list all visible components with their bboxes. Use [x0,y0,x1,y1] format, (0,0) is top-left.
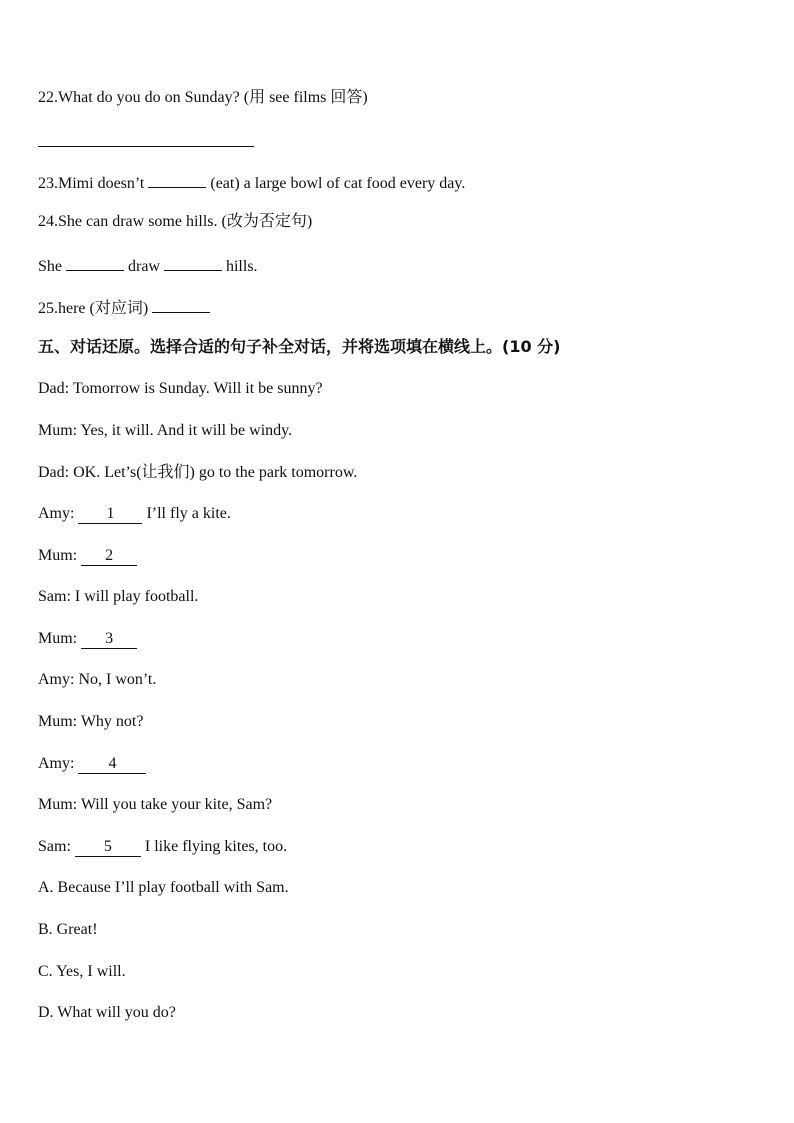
answer-blank-4[interactable]: 4 [78,755,146,774]
dialogue-line-2-text: Mum: Yes, it will. And it will be windy. [38,422,293,439]
question-25-blank[interactable] [152,296,210,313]
dialogue-line-8-text: Amy: No, I won’t. [38,671,157,688]
dialogue-line-1-text: Dad: Tomorrow is Sunday. Will it be sunny? [38,380,323,397]
dialogue-line-9 [38,712,143,732]
dialogue-line-12-text: I like flying kites, too. [140,838,288,855]
dialogue-line-11 [38,795,272,815]
dialogue-line-11-text: Mum: Will you take your kite, Sam? [38,796,273,813]
question-23-blank[interactable] [148,171,206,188]
option-d-text: D. What will you do? [38,1004,176,1021]
dialogue-line-2 [38,421,292,441]
dialogue-line-8 [38,670,156,690]
question-24-answer [38,254,258,277]
dialogue-line-4-text: I’ll fly a kite. [142,505,231,522]
question-23 [38,171,465,194]
question-23-after: (eat) a large bowl of cat food every day. [206,175,466,192]
dialogue-line-6 [38,587,198,607]
dialogue-line-5 [38,546,137,566]
option-a [38,878,289,898]
question-22-text: 22.What do you do on Sunday? (用 see films 回答) [38,89,368,106]
answer-blank-3[interactable]: 3 [81,630,137,649]
dialogue-line-3-text: Dad: OK. Let’s(让我们) go to the park tomorrow. [38,464,358,481]
question-24 [38,212,312,232]
dialogue-speaker: Mum: [38,547,82,564]
option-a-text: A. Because I’ll play football with Sam. [38,879,289,896]
dialogue-line-6-text: Sam: I will play football. [38,588,199,605]
dialogue-line-4 [38,504,231,524]
option-b [38,920,98,940]
question-24-answer-part1: She [38,258,66,275]
question-25 [38,296,210,319]
option-c [38,962,126,982]
dialogue-speaker: Mum: [38,630,82,647]
dialogue-line-9-text: Mum: Why not? [38,713,144,730]
dialogue-line-10 [38,754,146,774]
answer-blank-5[interactable]: 5 [75,838,141,857]
dialogue-line-3 [38,463,357,483]
dialogue-speaker: Amy: [38,505,79,522]
question-23-before: 23.Mimi doesn’t [38,175,149,192]
question-24-blank-2[interactable] [164,254,222,271]
option-b-text: B. Great! [38,921,98,938]
question-24-answer-part2: draw [124,258,164,275]
dialogue-speaker: Sam: [38,838,75,855]
option-d [38,1003,176,1023]
question-25-text: 25.here (对应词) [38,300,153,317]
question-24-text: 24.She can draw some hills. (改为否定句) [38,213,313,230]
question-22-answer-line[interactable] [38,146,254,147]
dialogue-line-7 [38,629,137,649]
question-22 [38,88,368,108]
section-5-heading-text: 五、对话还原。选择合适的句子补全对话，并将选项填在横线上。(10 分) [38,337,561,356]
dialogue-line-1 [38,379,323,399]
dialogue-speaker: Amy: [38,755,79,772]
section-5-heading [38,337,560,357]
question-24-answer-part3: hills. [221,258,258,275]
option-c-text: C. Yes, I will. [38,963,126,980]
question-24-blank-1[interactable] [66,254,124,271]
dialogue-line-12 [38,837,287,857]
answer-blank-1[interactable]: 1 [78,505,142,524]
answer-blank-2[interactable]: 2 [81,547,137,566]
